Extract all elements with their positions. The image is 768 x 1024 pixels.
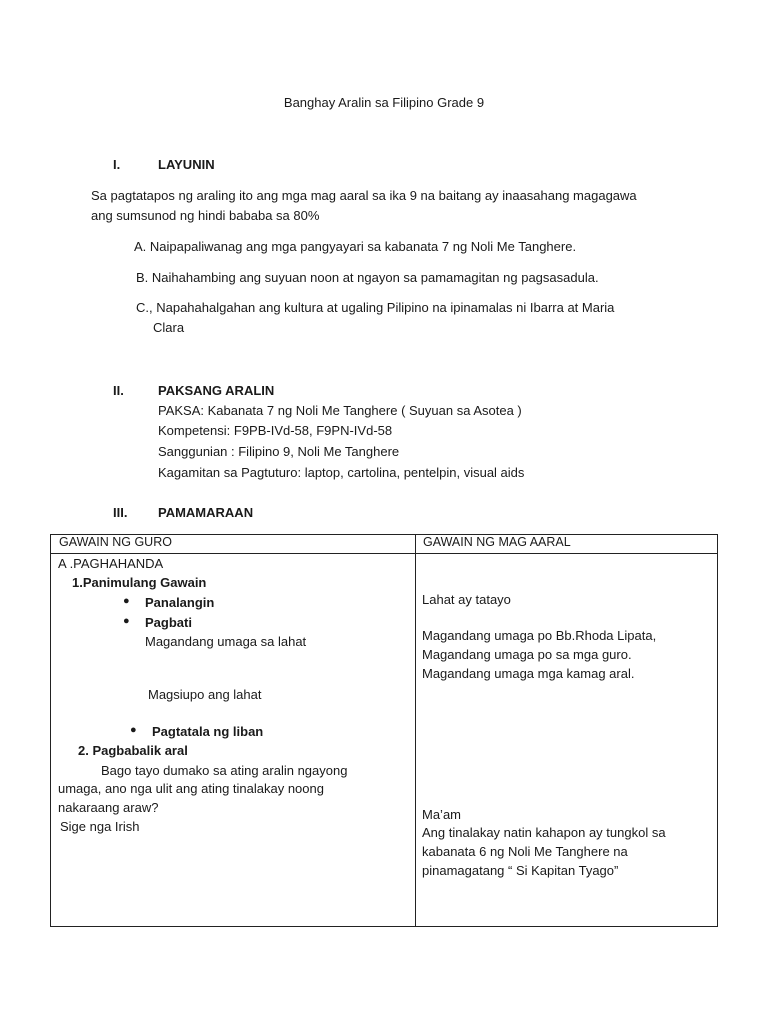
bullet-item: Pagtatala ng liban xyxy=(152,724,264,739)
student-response: Ma’am xyxy=(422,807,462,822)
student-greeting: Magandang umaga mga kamag aral. xyxy=(422,666,635,681)
subject-line: PAKSA: Kabanata 7 ng Noli Me Tanghere ( Suyuan sa Asotea ) xyxy=(158,403,522,418)
intro-line: ang sumsunod ng hindi bababa sa 80% xyxy=(91,208,320,223)
section-heading: LAYUNIN xyxy=(158,157,215,172)
reference-line: Sanggunian : Filipino 9, Noli Me Tanghere xyxy=(158,444,400,459)
materials-line: Kagamitan sa Pagtuturo: laptop, cartolina, pentelpin, visual aids xyxy=(158,465,525,480)
bullet-item: Pagbati xyxy=(145,615,192,630)
recall-line: umaga, ano nga ulit ang ating tinalakay noong xyxy=(58,781,324,796)
student-cell xyxy=(416,554,718,927)
teacher-call: Sige nga Irish xyxy=(60,819,140,834)
lesson-table xyxy=(50,534,718,927)
intro-line: Sa pagtatapos ng araling ito ang mga mag aaral sa ika 9 na baitang ay inaasahang magagawa xyxy=(91,188,637,203)
student-answer: pinamagatang “ Si Kapitan Tyago” xyxy=(422,863,619,878)
teacher-instruction: Magsiupo ang lahat xyxy=(148,687,262,702)
student-greeting: Magandang umaga po Bb.Rhoda Lipata, xyxy=(422,628,657,643)
objective-item-continued: Clara xyxy=(153,320,185,335)
section-number: II. xyxy=(113,383,124,398)
bullet-icon: ● xyxy=(123,595,130,607)
bullet-icon: ● xyxy=(130,724,137,736)
student-greeting: Magandang umaga po sa mga guro. xyxy=(422,647,632,662)
objective-item: C., Napahahalgahan ang kultura at ugaling Pilipino na ipinamalas ni Ibarra at Maria xyxy=(136,300,615,315)
student-answer: kabanata 6 ng Noli Me Tanghere na xyxy=(422,844,628,859)
teacher-greeting: Magandang umaga sa lahat xyxy=(145,634,307,649)
step-heading: 1.Panimulang Gawain xyxy=(72,575,207,590)
bullet-item: Panalangin xyxy=(145,595,215,610)
objective-item: A. Naipapaliwanag ang mga pangyayari sa kabanata 7 ng Noli Me Tanghere. xyxy=(134,239,577,254)
column-header-teacher: GAWAIN NG GURO xyxy=(51,535,416,554)
section-number: I. xyxy=(113,157,121,172)
teacher-cell xyxy=(51,554,416,927)
column-header-student: GAWAIN NG MAG AARAL xyxy=(416,535,718,554)
recall-line: nakaraang araw? xyxy=(58,800,159,815)
section-heading: PAKSANG ARALIN xyxy=(158,383,275,398)
bullet-icon: ● xyxy=(123,615,130,627)
section-number: III. xyxy=(113,505,128,520)
document-title: Banghay Aralin sa Filipino Grade 9 xyxy=(283,95,485,110)
student-action: Lahat ay tatayo xyxy=(422,592,511,607)
step-heading: 2. Pagbabalik aral xyxy=(78,743,188,758)
recall-line: Bago tayo dumako sa ating aralin ngayong xyxy=(101,763,348,778)
objective-item: B. Naihahambing ang suyuan noon at ngayon sa pamamagitan ng pagsasadula. xyxy=(136,270,599,285)
competency-line: Kompetensi: F9PB-IVd-58, F9PN-IVd-58 xyxy=(158,423,393,438)
section-heading: PAMAMARAAN xyxy=(158,505,254,520)
student-answer: Ang tinalakay natin kahapon ay tungkol sa xyxy=(422,825,666,840)
part-heading: A .PAGHAHANDA xyxy=(58,556,164,571)
